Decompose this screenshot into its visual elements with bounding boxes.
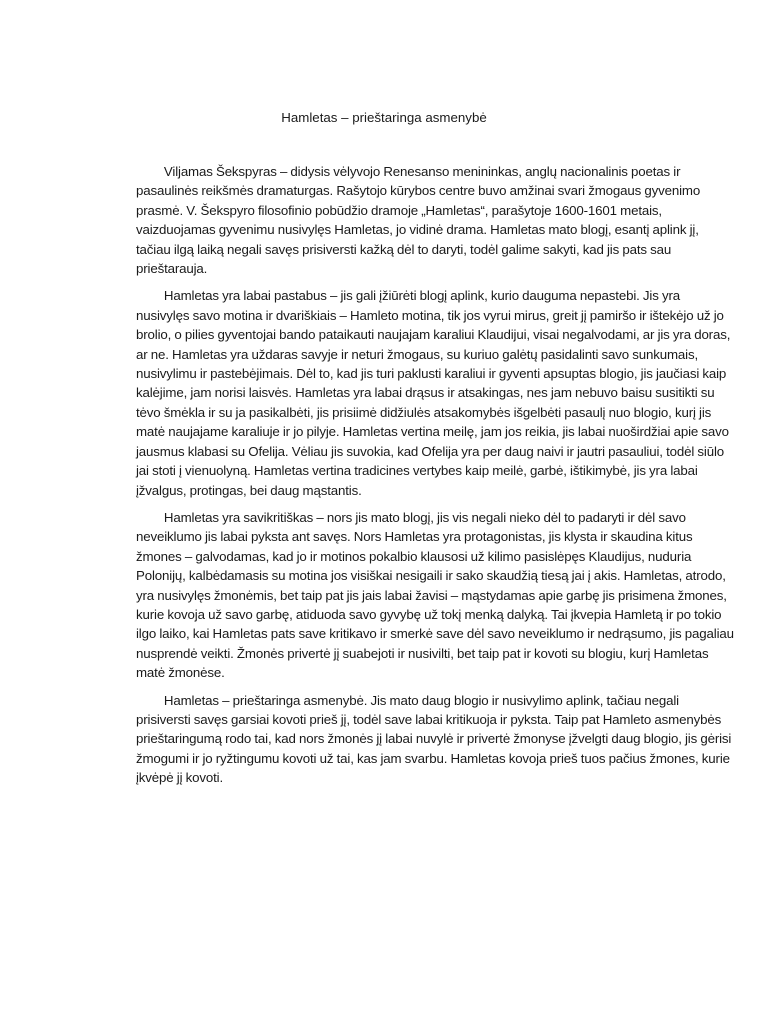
document-body bbox=[136, 162, 736, 796]
paragraph-2: Hamletas yra labai pastabus – jis gali įžiūrėti blogį aplink, kurio dauguma nepastebi. Jis yra nusivylęs savo motina ir dvariškiais – Hamleto motina, tik jos vyrui mirus, greit jį pamiršo ir ištekėjo už jo brolio, o pilies gyventojai bando pataikauti naujajam karaliui Klaudijui, visai negalvodami, ar jis yra doras, ar ne. Hamletas yra uždaras savyje ir neturi žmogaus, su kuriuo galėtų pasidalinti savo sunkumais, nusivylimu ir pastebėjimais. Dėl to, kad jis turi paklusti karaliui ir gyventi apsuptas blogio, jis jaučiasi kaip kalėjime, jam norisi laisvės. Hamletas yra labai drąsus ir atsakingas, nes jam nebuvo baisu susitikti su tėvo šmėkla ir su ja pasikalbėti, jis prisiimė didžiulės atsakomybės išgelbėti pasaulį nuo blogio, kurį jis matė naujajame karaliuje ir jo pilyje. Hamletas vertina meilę, jam jos reikia, jis labai nuoširdžiai apie savo jausmus klabasi su Ofelija. Vėliau jis suvokia, kad Ofelija yra per daug naivi ir jautri pasauliui, todėl siūlo jai stoti į vienuolyną. Hamletas vertina tradicines vertybes kaip meilė, garbė, ištikimybė, jis yra labai įžvalgus, protingas, bei daug mąstantis. bbox=[136, 288, 731, 498]
document-title: Hamletas – prieštaringa asmenybė bbox=[281, 110, 487, 125]
paragraph-1: Viljamas Šekspyras – didysis vėlyvojo Renesanso menininkas, anglų nacionalinis poetas ir pasaulinės reikšmės dramaturgas. Rašytojo kūrybos centre buvo amžinai svari žmogaus gyvenimo prasmė. V. Šekspyro filosofinio pobūdžio dramoje „Hamletas“, parašytoje 1600-1601 metais, vaizduojamas gyvenimu nusivylęs Hamletas, jo vidinė drama. Hamletas mato blogį, esantį aplink jį, tačiau ilgą laiką negali savęs prisiversti kažką dėl to daryti, todėl galime sakyti, kad jis pats sau prieštarauja. bbox=[136, 164, 701, 277]
paragraph-3: Hamletas yra savikritiškas – nors jis mato blogį, jis vis negali nieko dėl to padaryti ir dėl savo neveiklumo jis labai pyksta ant savęs. Nors Hamletas yra protagonistas, jis klysta ir skaudina kitus žmones – galvodamas, kad jo ir motinos pokalbio klausosi už kilimo pasislėpęs Klaudijus, nuduria Polonijų, kalbėdamasis su motina jos visiškai nesigaili ir sako skaudžią tiesą jai į akis. Hamletas, atrodo, yra nusivylęs žmonėmis, bet taip pat jis jais labai žavisi – mąstydamas apie garbę jis prisimena žmones, kurie kovoja už savo garbę, atiduoda savo gyvybę už tokį menką dalyką. Tai įkvepia Hamletą ir po tokio ilgo laiko, kai Hamletas pats save kritikavo ir smerkė save dėl savo neveiklumo ir nedrąsumo, jis pagaliau nusprendė veikti. Žmonės privertė jį suabejoti ir nusivilti, bet taip pat ir kovoti su blogiu, kurį Hamletas matė žmonėse. bbox=[136, 509, 734, 681]
paragraph-4: Hamletas – prieštaringa asmenybė. Jis mato daug blogio ir nusivylimo aplink, tačiau negali prisiversti savęs garsiai kovoti prieš jį, todėl save labai kritikuoja ir pyksta. Taip pat Hamleto asmenybės prieštaringumą rodo tai, kad nors žmonės jį labai nuvylė ir privertė žmonyse įžvelgti daug blogio, jis gėrisi žmogumi ir jo ryžtingumu kovoti už tai, kas jam svarbu. Hamletas kovoja prieš tuos pačius žmones, kurie įkvėpė jį kovoti. bbox=[136, 692, 732, 786]
